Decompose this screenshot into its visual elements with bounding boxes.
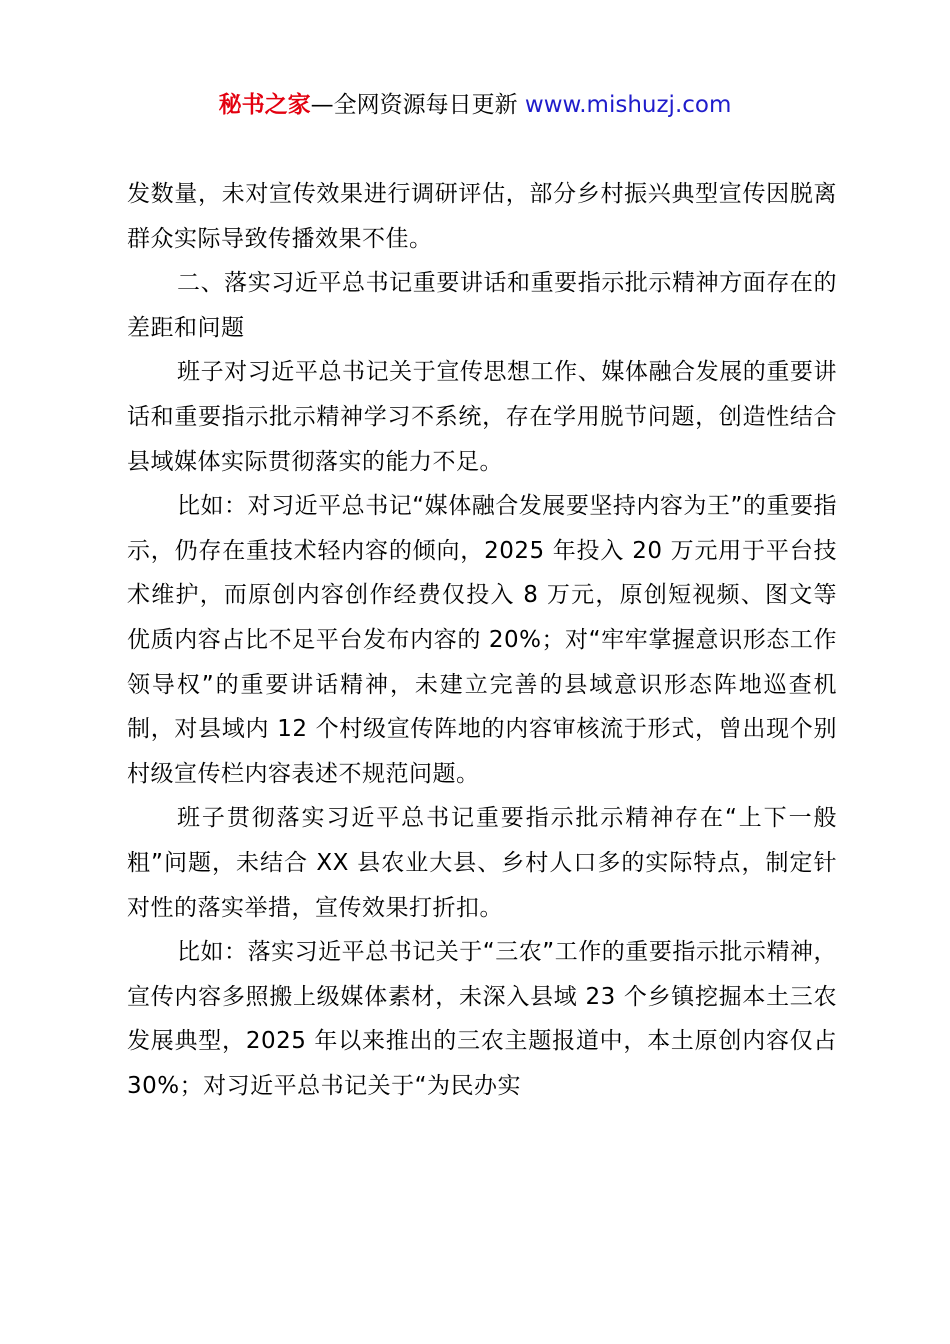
site-url-link[interactable]: www.mishuzj.com [524, 92, 732, 118]
paragraph-example: 比如：落实习近平总书记关于“三农”工作的重要指示批示精神，宣传内容多照搬上级媒体素材，未深入县域 23 个乡镇挖掘本土三农发展典型，2025 年以来推出的三农主题报道中，本土原创内容仅占 30%；对习近平总书记关于“为民办实 [127, 939, 837, 1099]
page-header [0, 88, 950, 122]
header-tagline: —全网资源每日更新 [310, 92, 525, 118]
section-heading: 二、落实习近平总书记重要讲话和重要指示批示精神方面存在的差距和问题 [127, 270, 837, 341]
paragraph-example: 比如：对习近平总书记“媒体融合发展要坚持内容为王”的重要指示，仍存在重技术轻内容的倾向，2025 年投入 20 万元用于平台技术维护，而原创内容创作经费仅投入 8 万元，原创短视频、图文等优质内容占比不足平台发布内容的 20%；对“牢牢掌握意识形态工作领导权”的重要讲话精神，未建立完善的县域意识形态阵地巡查机制，对县域内 12 个村级宣传阵地的内容审核流于形式，曾出现个别村级宣传栏内容表述不规范问题。 [127, 493, 837, 787]
paragraph: 班子贯彻落实习近平总书记重要指示批示精神存在“上下一般粗”问题，未结合 XX 县农业大县、乡村人口多的实际特点，制定针对性的落实举措，宣传效果打折扣。 [127, 805, 837, 921]
document-body [127, 172, 837, 1108]
paragraph-continuation: 发数量，未对宣传效果进行调研评估，部分乡村振兴典型宣传因脱离群众实际导致传播效果不佳。 [127, 181, 837, 252]
brand-name: 秘书之家 [218, 92, 311, 118]
paragraph: 班子对习近平总书记关于宣传思想工作、媒体融合发展的重要讲话和重要指示批示精神学习不系统，存在学用脱节问题，创造性结合县域媒体实际贯彻落实的能力不足。 [127, 359, 837, 475]
